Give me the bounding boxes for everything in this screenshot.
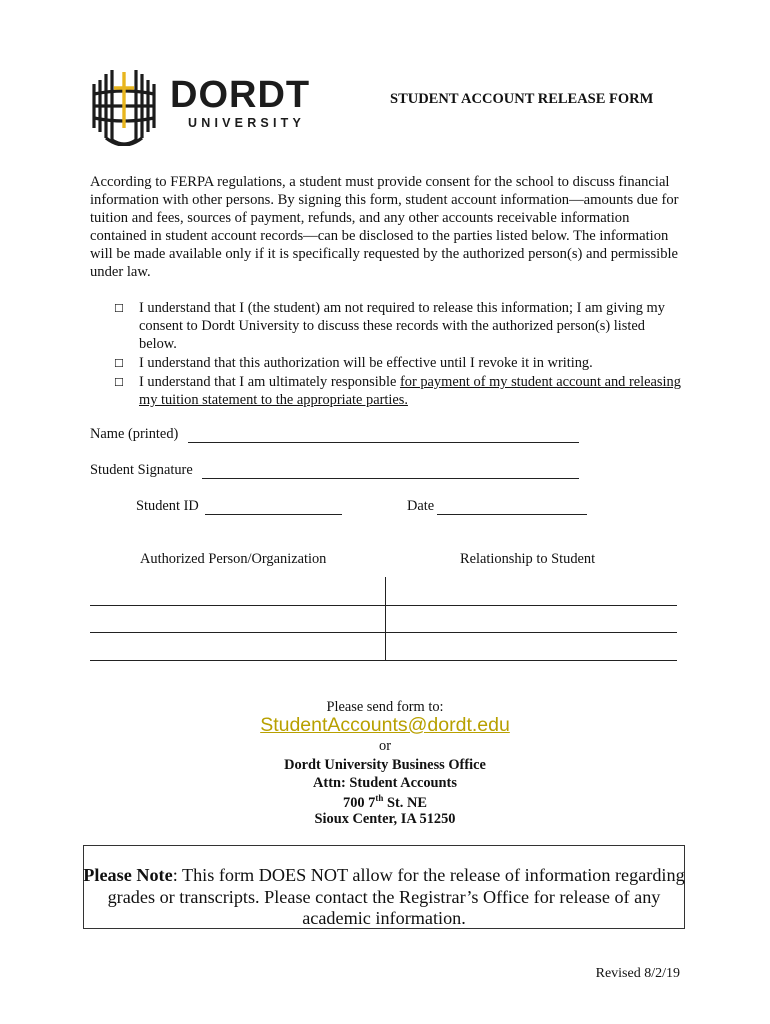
checkbox-2[interactable]: ☐	[114, 357, 124, 370]
send-form-label: Please send form to:	[326, 699, 444, 715]
person-line-1[interactable]	[90, 605, 385, 606]
street-prefix: 700 7	[343, 794, 376, 811]
intro-paragraph: According to FERPA regulations, a student must provide consent for the school to discuss financial information with other persons. By signing this form, student account information—amounts due for tuition and fees, sources of payment, refunds, and any other accounts receivable information contained in student account records—can be disclosed to the parties listed below. The information will be made available only if it is specifically requested by the authorized person(s) and permissible under law.	[90, 174, 679, 280]
person-line-3[interactable]	[90, 660, 385, 661]
acknowledgement-3-underlined: for payment of my student account and releasing my tuition statement to the appropriate parties.	[139, 374, 681, 408]
table-header-relationship: Relationship to Student	[460, 551, 596, 567]
checkbox-3[interactable]: ☐	[114, 376, 124, 389]
student-id-label: Student ID	[136, 498, 199, 514]
note-text	[83, 865, 685, 930]
acknowledgement-1-text: I understand that I (the student) am not required to release this information; I am giving my consent to Dordt University to discuss these records with the authorized person(s) listed below.	[139, 300, 665, 352]
name-field[interactable]	[188, 442, 579, 443]
email-link[interactable]: StudentAccounts@dordt.edu	[260, 714, 510, 736]
checkbox-1[interactable]: ☐	[114, 302, 124, 315]
person-line-2[interactable]	[90, 632, 385, 633]
revised-date: Revised 8/2/19	[595, 966, 680, 981]
acknowledgement-3-text	[139, 373, 684, 409]
name-label: Name (printed)	[90, 426, 179, 442]
acknowledgement-2	[114, 354, 684, 373]
relationship-line-1[interactable]	[386, 605, 677, 606]
note-label: Please Note	[83, 865, 173, 885]
city-state-zip: Sioux Center, IA 51250	[314, 811, 456, 827]
attn-line: Attn: Student Accounts	[313, 775, 457, 791]
relationship-line-3[interactable]	[386, 660, 677, 661]
office-name: Dordt University Business Office	[284, 757, 486, 773]
logo-wordmark: DORDT	[170, 74, 311, 116]
table-header-person: Authorized Person/Organization	[140, 551, 327, 567]
date-label: Date	[407, 498, 435, 514]
form-title: STUDENT ACCOUNT RELEASE FORM	[390, 91, 654, 107]
logo-subtitle: UNIVERSITY	[188, 116, 306, 130]
student-id-field[interactable]	[205, 514, 342, 515]
street-superscript: th	[375, 793, 384, 803]
acknowledgement-2-text: I understand that this authorization will be effective until I revoke it in writing.	[139, 355, 593, 371]
street-suffix: St. NE	[383, 794, 427, 811]
relationship-line-2[interactable]	[386, 632, 677, 633]
or-label: or	[379, 738, 391, 754]
street-address	[0, 793, 770, 812]
signature-label: Student Signature	[90, 462, 193, 478]
acknowledgement-3-plain: I understand that I am ultimately responsible	[139, 374, 400, 390]
table-divider	[385, 577, 386, 661]
date-field[interactable]	[437, 514, 587, 515]
note-body: : This form DOES NOT allow for the release of information regarding grades or transcripts. Please contact the Registrar’s Office for release of any academic information.	[107, 865, 685, 928]
acknowledgement-1	[114, 299, 684, 353]
signature-field[interactable]	[202, 478, 579, 479]
acknowledgement-3	[114, 373, 684, 409]
